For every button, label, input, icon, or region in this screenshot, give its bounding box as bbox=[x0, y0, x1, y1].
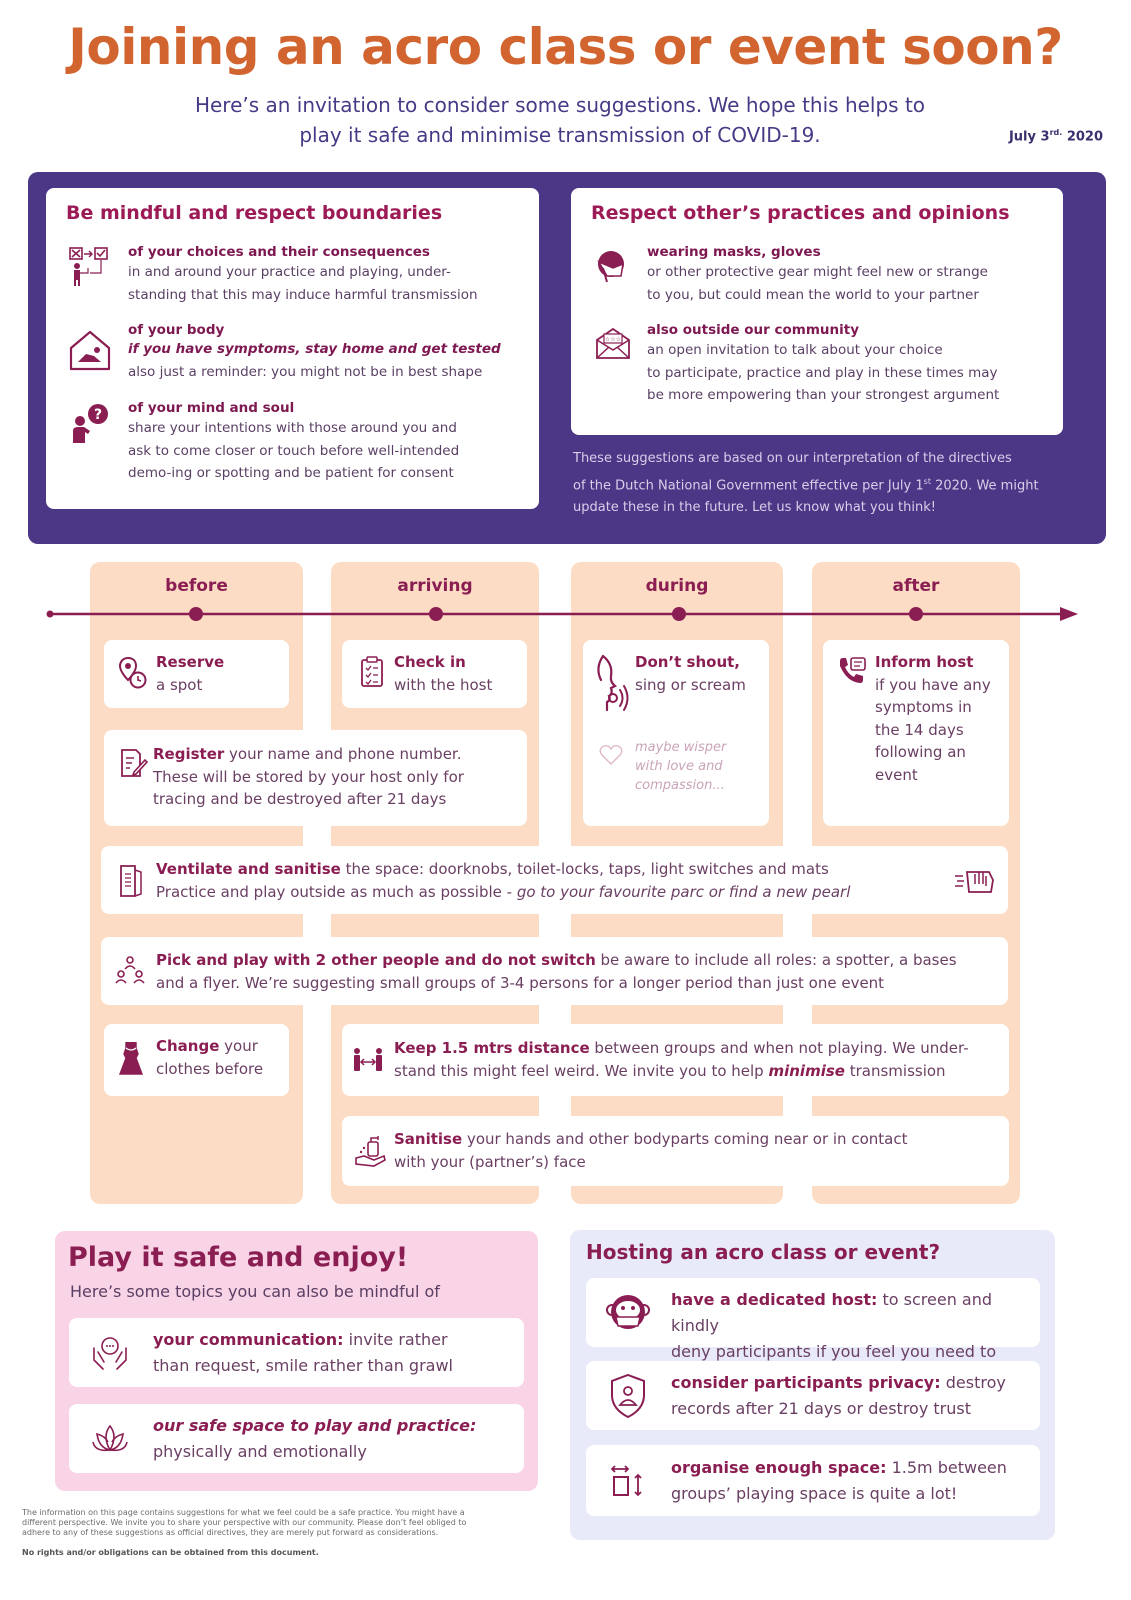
inform-line: if you have any bbox=[875, 675, 991, 694]
step-sanitise bbox=[342, 1116, 1009, 1186]
space-text bbox=[153, 1413, 476, 1465]
play-safe-intro: Here’s some topics you can also be mindful of bbox=[70, 1282, 440, 1301]
date-suffix: rd. bbox=[1049, 128, 1063, 137]
mask-icon bbox=[593, 248, 631, 284]
reserve-bold: Reserve bbox=[156, 653, 225, 671]
form-pen-icon bbox=[120, 748, 148, 778]
voice-head-icon bbox=[593, 654, 629, 716]
item-line: to participate, practice and play in these times may bbox=[647, 364, 998, 381]
ventilate-line: the space: doorknobs, toilet-locks, taps, light switches and mats bbox=[340, 860, 829, 878]
communication-bold: your communication: bbox=[153, 1330, 344, 1349]
item-line: standing that this may induce harmful transmission bbox=[128, 286, 478, 303]
item-title: of your choices and their consequences bbox=[128, 244, 430, 260]
hosting-dedicated-host bbox=[586, 1278, 1040, 1361]
disclaimer bbox=[22, 1508, 542, 1538]
step-ventilate bbox=[101, 846, 1008, 914]
item-line: ask to come closer or touch before well-intended bbox=[128, 442, 460, 459]
sanitise-text bbox=[394, 1128, 907, 1173]
timeline-dot-arriving bbox=[429, 607, 443, 621]
boundaries-item-mind bbox=[128, 400, 528, 485]
sanitise-bold: Sanitise bbox=[394, 1130, 463, 1148]
reserve-text bbox=[156, 651, 224, 696]
maybe-line: maybe wisper bbox=[635, 740, 727, 755]
respect-card bbox=[571, 188, 1063, 435]
register-text bbox=[153, 743, 464, 811]
subtitle-line-2: play it safe and minimise transmission of COVID-19. bbox=[299, 123, 821, 147]
pick-text bbox=[156, 949, 957, 994]
step-register bbox=[104, 730, 527, 826]
boundaries-item-choices bbox=[128, 244, 528, 306]
sanitise-line: your hands and other bodyparts coming near or in contact bbox=[462, 1130, 908, 1148]
respect-heading: Respect other’s practices and opinions bbox=[591, 202, 1010, 224]
maybe-line: compassion... bbox=[635, 778, 725, 793]
disclaimer-line: The information on this page contains suggestions for what we feel could be a safe practice. You might have a bbox=[22, 1508, 465, 1517]
date bbox=[1009, 128, 1103, 144]
step-pick-and-play bbox=[101, 937, 1008, 1005]
privacy-bold: consider participants privacy: bbox=[671, 1373, 941, 1392]
note-text: of the Dutch National Government effective per July 1 bbox=[573, 477, 924, 493]
dont-shout-bold: Don’t shout, bbox=[635, 653, 740, 671]
respect-item-masks bbox=[647, 244, 1047, 306]
change-line: clothes before bbox=[156, 1059, 264, 1078]
note-text: 2020. We might bbox=[930, 477, 1039, 493]
play-safe-communication bbox=[69, 1318, 524, 1387]
boundaries-heading: Be mindful and respect boundaries bbox=[66, 202, 443, 224]
phase-during: during bbox=[645, 576, 709, 596]
change-line: your bbox=[219, 1037, 258, 1055]
question-person-icon bbox=[70, 402, 112, 444]
item-line: be more empowering than your strongest argument bbox=[647, 387, 1000, 403]
maybe-line: with love and bbox=[635, 759, 723, 774]
note-line: update these in the future. Let us know what you think! bbox=[573, 500, 936, 516]
step-dont-shout bbox=[583, 640, 769, 826]
item-line: to you, but could mean the world to your partner bbox=[647, 286, 979, 303]
sanitise-line: with your (partner’s) face bbox=[394, 1152, 586, 1171]
door-icon bbox=[119, 864, 143, 898]
item-title: of your mind and soul bbox=[128, 400, 295, 416]
hosting-space bbox=[586, 1445, 1040, 1516]
space-arrows-icon bbox=[610, 1463, 646, 1499]
phase-arriving: arriving bbox=[397, 576, 473, 596]
disclaimer-line: different perspective. We invite you to share your perspective with our community. Please don’t feel obliged to bbox=[22, 1518, 467, 1527]
boundaries-item-body bbox=[128, 322, 528, 383]
note-line bbox=[573, 471, 1073, 498]
pick-bold: Pick and play with 2 other people and do not switch bbox=[156, 951, 596, 969]
item-title: also outside our community bbox=[647, 322, 860, 338]
phase-after: after bbox=[892, 576, 940, 596]
privacy-line: records after 21 days or destroy trust bbox=[671, 1399, 971, 1418]
step-change-clothes bbox=[104, 1024, 289, 1096]
svg-text:☆☆☆: ☆☆☆ bbox=[604, 336, 622, 343]
inform-line: symptoms in bbox=[875, 698, 972, 716]
envelope-icon bbox=[595, 326, 631, 360]
hands-heart-icon bbox=[91, 1334, 129, 1372]
disclaimer-line: adhere to any of these suggestions as official directives, they are merely put forward as considerations. bbox=[22, 1528, 439, 1537]
ventilate-italic: go to your favourite parc or find a new pearl bbox=[516, 882, 851, 901]
date-year: 2020 bbox=[1066, 129, 1103, 145]
register-line: your name and phone number. bbox=[224, 745, 462, 763]
checkin-bold: Check in bbox=[394, 653, 466, 671]
home-rest-icon bbox=[68, 328, 112, 372]
pick-line: and a flyer. We’re suggesting small groups of 3-4 persons for a longer period than just one event bbox=[156, 973, 885, 992]
space-org-bold: organise enough space: bbox=[671, 1458, 887, 1477]
dedicated-host-line: deny participants if you feel you need to bbox=[671, 1342, 997, 1361]
note-sup: st bbox=[923, 476, 931, 486]
register-line: These will be stored by your host only for bbox=[153, 767, 464, 786]
hand-sanitizer-icon bbox=[354, 1134, 388, 1168]
space-org-text bbox=[671, 1455, 1007, 1507]
item-emphasis: if you have symptoms, stay home and get tested bbox=[128, 341, 501, 357]
choice-icon bbox=[68, 246, 112, 288]
pick-line: be aware to include all roles: a spotter, a bases bbox=[595, 951, 957, 969]
space-org-line: groups’ playing space is quite a lot! bbox=[671, 1484, 958, 1503]
ventilate-line: Practice and play outside as much as possible - bbox=[156, 882, 517, 901]
step-inform-host bbox=[823, 640, 1009, 826]
checklist-icon bbox=[360, 656, 384, 688]
checkin-text bbox=[394, 651, 492, 696]
svg-text:?: ? bbox=[93, 407, 103, 423]
item-line: or other protective gear might feel new or strange bbox=[647, 264, 988, 280]
respect-item-outside bbox=[647, 322, 1057, 407]
ventilate-bold: Ventilate and sanitise bbox=[156, 860, 341, 878]
location-clock-icon bbox=[118, 656, 148, 690]
privacy-text bbox=[671, 1370, 1006, 1422]
item-line: also just a reminder: you might not be in best shape bbox=[128, 363, 483, 380]
page-title: Joining an acro class or event soon? bbox=[68, 18, 1063, 76]
monkey-mask-icon bbox=[606, 1290, 650, 1334]
communication-line: than request, smile rather than grawl bbox=[153, 1356, 453, 1375]
cleaning-glove-icon bbox=[953, 866, 995, 896]
item-line: in and around your practice and playing, under- bbox=[128, 264, 451, 280]
step-keep-distance bbox=[342, 1024, 1009, 1096]
dedicated-host-text bbox=[671, 1287, 1040, 1365]
play-safe-heading: Play it safe and enjoy! bbox=[68, 1242, 409, 1273]
play-safe-space bbox=[69, 1404, 524, 1473]
hosting-privacy bbox=[586, 1361, 1040, 1430]
phone-message-icon bbox=[837, 656, 867, 686]
maybe-whisper-text bbox=[635, 738, 726, 795]
keep-line: stand this might feel weird. We invite you to help bbox=[394, 1061, 769, 1080]
dress-icon bbox=[118, 1040, 144, 1076]
dont-shout-line: sing or scream bbox=[635, 675, 746, 694]
register-line: tracing and be destroyed after 21 days bbox=[153, 790, 447, 808]
timeline-dot-during bbox=[672, 607, 686, 621]
register-bold: Register bbox=[153, 745, 225, 763]
shield-user-icon bbox=[610, 1373, 646, 1419]
dedicated-host-line: to screen and kindly bbox=[671, 1290, 993, 1335]
reserve-line: a spot bbox=[156, 675, 203, 694]
change-text bbox=[156, 1035, 263, 1080]
note-line: These suggestions are based on our interpretation of the directives bbox=[573, 451, 1012, 466]
timeline-dot-before bbox=[189, 607, 203, 621]
inform-line: event bbox=[875, 765, 918, 784]
ventilate-text bbox=[156, 858, 850, 903]
distance-people-icon bbox=[352, 1046, 384, 1074]
step-checkin bbox=[342, 640, 527, 708]
heart-icon bbox=[599, 744, 623, 766]
page-subtitle bbox=[120, 90, 1000, 150]
date-day: July 3 bbox=[1008, 129, 1050, 145]
item-line: share your intentions with those around you and bbox=[128, 420, 457, 436]
keep-italic: minimise bbox=[768, 1061, 845, 1080]
keep-text bbox=[394, 1037, 969, 1082]
keep-line: between groups and when not playing. We under- bbox=[589, 1039, 969, 1057]
subtitle-line-1: Here’s an invitation to consider some suggestions. We hope this helps to bbox=[194, 93, 926, 117]
keep-line: transmission bbox=[844, 1061, 946, 1080]
checkin-line: with the host bbox=[394, 675, 493, 694]
inform-line: the 14 days bbox=[875, 720, 964, 739]
lotus-icon bbox=[91, 1422, 129, 1454]
timeline-dot-after bbox=[909, 607, 923, 621]
inform-bold: Inform host bbox=[875, 653, 974, 671]
space-org-line: 1.5m between bbox=[886, 1458, 1007, 1477]
item-title: of your body bbox=[128, 322, 225, 338]
group-icon bbox=[115, 955, 145, 985]
change-bold: Change bbox=[156, 1037, 220, 1055]
item-line: demo-ing or spotting and be patient for consent bbox=[128, 465, 454, 481]
hosting-heading: Hosting an acro class or event? bbox=[586, 1240, 941, 1264]
inform-text bbox=[875, 651, 991, 786]
step-reserve bbox=[104, 640, 289, 708]
timeline-arrow bbox=[0, 600, 1131, 630]
item-line: an open invitation to talk about your choice bbox=[647, 342, 943, 358]
dedicated-host-bold: have a dedicated host: bbox=[671, 1290, 878, 1309]
disclaimer-bold: No rights and/or obligations can be obtained from this document. bbox=[22, 1548, 319, 1557]
inform-line: following an bbox=[875, 743, 966, 761]
directives-note bbox=[573, 448, 1073, 520]
communication-text bbox=[153, 1327, 453, 1379]
dont-shout-text bbox=[635, 651, 746, 696]
phase-before: before bbox=[165, 576, 228, 596]
privacy-line: destroy bbox=[940, 1373, 1006, 1392]
space-line: physically and emotionally bbox=[153, 1442, 367, 1461]
keep-bold: Keep 1.5 mtrs distance bbox=[394, 1039, 590, 1057]
boundaries-card bbox=[46, 188, 539, 509]
item-title: wearing masks, gloves bbox=[647, 244, 821, 260]
space-bold: our safe space to play and practice: bbox=[153, 1416, 477, 1435]
communication-line: invite rather bbox=[343, 1330, 448, 1349]
